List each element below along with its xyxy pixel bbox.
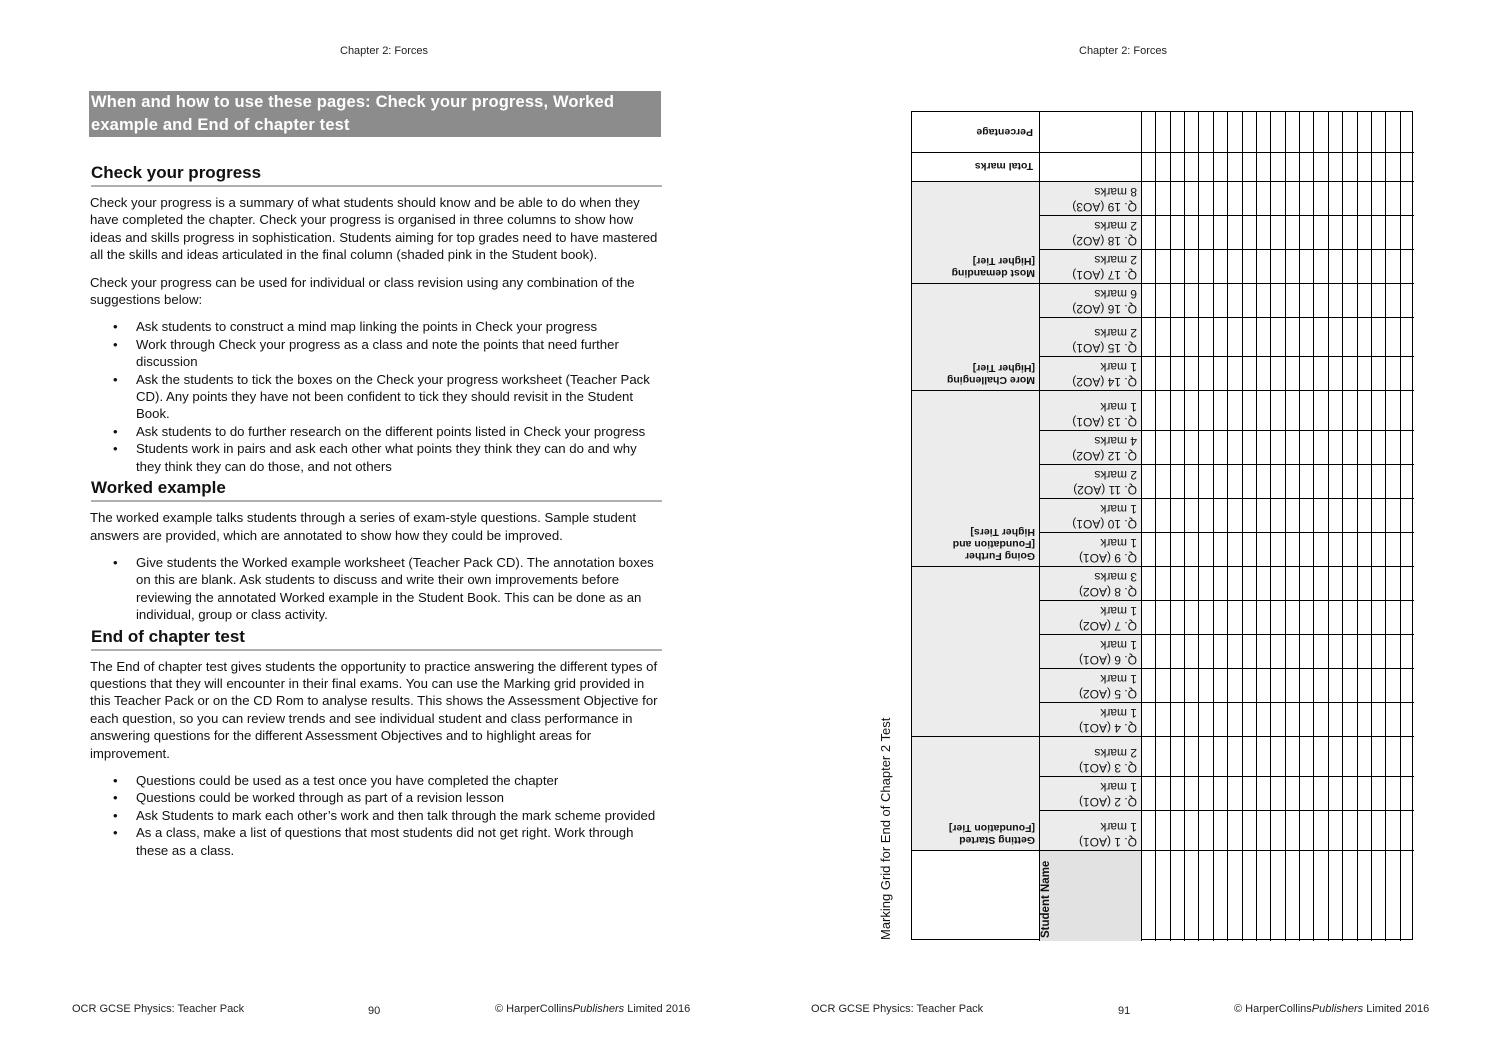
group-label-line: Most demanding [951,267,1035,279]
list-item: • Ask Students to mark each other’s work and then talk through the mark scheme provided [90,807,662,824]
question-number: Q. 14 (AO2) [1072,375,1137,389]
paragraph: Check your progress is a summary of what students should know and be able to do when they have completed the chapter. Check your progress is organised in three columns to show how ideas and skills progress in sophistication. Students aiming for top grades need to have mastered all the skills and ideas articulated in the final column (shaded pink in the Student book). [90,195,658,263]
question-label [1039,317,1141,356]
grid-col-line [1342,112,1343,941]
question-number: Q. 13 (AO1) [1072,415,1137,429]
question-marks: 1 mark [1100,638,1137,652]
running-head: Chapter 2: Forces [340,45,429,57]
copyright-prefix: © HarperCollins [1234,1003,1312,1015]
question-marks: 3 marks [1094,570,1137,584]
question-label [1039,566,1141,600]
grid-col-line [1371,112,1372,941]
question-label [1039,634,1141,668]
list-item: • Give students the Worked example worksheet (Teacher Pack CD). The annotation boxes on this are blank. Ask students to discuss and write their own improvements before reviewing the annotated Worked example in the Student Book. This can be done as an individual, group or class activity. [90,554,662,624]
paragraph: The End of chapter test gives students the opportunity to practice answering the different types of questions that they will encounter in their final exams. You can use the Marking grid provided in this Teacher Pack or on the CD Rom to analyse results. This shows the Assessment Objective for each question, so you can review trends and see individual student and class performance in answering questions for the different Assessment Objectives and to highlight areas for improvement. [90,658,658,761]
grid-col-line [1198,112,1199,941]
section-heading: End of chapter test [91,626,662,651]
question-number: Q. 18 (AO2) [1072,234,1137,248]
footer-book-title: OCR GCSE Physics: Teacher Pack [72,1003,245,1015]
question-number: Q. 9 (AO1) [1078,551,1137,565]
grid-col-line [1256,112,1257,941]
question-label [1039,776,1141,810]
percentage-header: Percentage [976,126,1033,138]
question-label [1039,810,1141,850]
group-label-line: [Higher Tier] [972,255,1035,267]
question-label [1039,430,1141,464]
paragraph: Check your progress can be used for individual or class revision using any combination of the suggestions below: [90,274,635,308]
grid-col-line [1184,112,1185,941]
grid-col-line [1227,112,1228,941]
question-label [1039,464,1141,498]
group-label [912,390,1039,566]
running-head: Chapter 2: Forces [1079,45,1168,57]
copyright-prefix: © HarperCollins [495,1003,573,1015]
group-label-line: Higher Tiers] [970,526,1035,538]
question-number: Q. 8 (AO2) [1078,585,1137,599]
question-number: Q. 2 (AO1) [1078,795,1137,809]
list-item: • Ask the students to tick the boxes on the Check your progress worksheet (Teacher Pack CD). Any points they have not been confident to tick they should revisit in the Student Book. [90,371,662,423]
question-marks: 1 mark [1100,360,1137,374]
grid-row-line [912,850,1414,851]
question-label [1039,390,1141,430]
grid-col-line [1357,112,1358,941]
question-marks: 1 mark [1100,604,1137,618]
question-number: Q. 3 (AO1) [1078,761,1137,775]
section-heading: Worked example [91,477,662,502]
question-marks: 2 marks [1094,468,1137,482]
marking-grid [911,111,1413,940]
question-number: Q. 17 (AO1) [1072,268,1137,282]
list-item: • Work through Check your progress as a class and note the points that need further discussion [90,336,662,371]
group-label [912,566,1039,850]
grid-col-line [1242,112,1243,941]
question-marks: 4 marks [1094,434,1137,448]
question-label [1039,215,1141,249]
bullet-list [90,318,662,475]
section-heading: Check your progress [91,162,662,187]
question-marks: 2 marks [1094,253,1137,267]
footer-page-number: 91 [1118,1005,1131,1017]
question-marks: 1 mark [1100,820,1137,834]
section-banner: When and how to use these pages: Check your progress, Worked example and End of chapter test [89,91,661,137]
list-item: • Questions could be worked through as part of a revision lesson [90,789,662,806]
question-label [1039,356,1141,390]
question-label [1039,181,1141,215]
grid-col-line [1213,112,1214,941]
copyright-suffix: Limited 2016 [624,1003,691,1015]
paragraph: The worked example talks students through a series of exam-style questions. Sample student answers are provided, which are annotated to show how they could be improved. [90,510,637,543]
question-marks: 1 mark [1100,536,1137,550]
question-label [1039,498,1141,532]
group-label-line: More Challenging [946,374,1035,386]
question-number: Q. 10 (AO1) [1072,517,1137,531]
question-marks: 1 mark [1100,780,1137,794]
footer-page-number: 90 [368,1005,381,1017]
question-marks: 1 mark [1100,400,1137,414]
group-label-line: Getting Started [959,834,1035,846]
grid-col-line [1299,112,1300,941]
question-label [1039,600,1141,634]
grid-col-line [1385,112,1386,941]
question-number: Q. 12 (AO2) [1072,449,1137,463]
group-label [912,181,1039,283]
grid-col-line [1155,112,1156,941]
list-item: • Students work in pairs and ask each other what points they think they can do and why they think they can do those, and not others [90,440,662,475]
group-label-line: [Foundation Tier] [948,822,1035,834]
question-number: Q. 11 (AO2) [1073,483,1137,497]
grid-col-line [1170,112,1171,941]
question-number: Q. 5 (AO2) [1078,687,1137,701]
grid-col-line [1328,112,1329,941]
question-number: Q. 15 (AO1) [1072,341,1137,355]
question-number: Q. 7 (AO2) [1078,619,1137,633]
footer-copyright [495,1003,690,1015]
question-label [1039,702,1141,736]
question-label [1039,736,1141,776]
question-number: Q. 1 (AO1) [1078,835,1137,849]
question-number: Q. 19 (AO3) [1072,200,1137,214]
question-marks: 2 marks [1094,746,1137,760]
list-item: • Ask students to construct a mind map linking the points in Check your progress [90,318,662,335]
group-label-line: [Foundation and [952,538,1035,550]
question-label [1039,249,1141,283]
grid-col-line [1285,112,1286,941]
left-page-content [90,162,662,869]
question-marks: 8 marks [1094,185,1137,199]
list-item: • As a class, make a list of questions that most students did not get right. Work through these as a class. [90,824,662,859]
question-marks: 1 mark [1100,502,1137,516]
group-label-line: [Higher Tier] [972,362,1035,374]
grid-col-line [1313,112,1314,941]
bullet-list [90,554,662,624]
footer-copyright [1234,1003,1429,1015]
copyright-publishers: Publishers [572,1003,625,1015]
question-label [1039,532,1141,566]
question-label [1039,668,1141,702]
question-marks: 1 mark [1100,672,1137,686]
grid-col-line [1270,112,1271,941]
question-marks: 2 marks [1094,219,1137,233]
grid-title: Marking Grid for End of Chapter 2 Test [878,717,893,940]
student-name-header: Student Name [1040,860,1052,938]
bullet-list [90,772,662,859]
student-name-shade [1039,850,1141,941]
group-label-line: Going Further [965,550,1035,562]
question-label [1039,283,1141,317]
question-marks: 1 mark [1100,706,1137,720]
grid-col-line [1141,112,1142,941]
footer-book-title: OCR GCSE Physics: Teacher Pack [811,1003,984,1015]
question-number: Q. 6 (AO1) [1078,653,1137,667]
question-number: Q. 4 (AO1) [1078,721,1137,735]
grid-col-line [1400,112,1401,941]
list-item: • Questions could be used as a test once you have completed the chapter [90,772,662,789]
copyright-publishers: Publishers [1311,1003,1364,1015]
question-number: Q. 16 (AO2) [1072,302,1137,316]
group-label [912,283,1039,390]
copyright-suffix: Limited 2016 [1363,1003,1430,1015]
list-item: • Ask students to do further research on the different points listed in Check your progress [90,423,662,440]
total-marks-header: Total marks [974,160,1033,173]
question-marks: 2 marks [1094,326,1137,340]
question-marks: 6 marks [1094,287,1137,301]
